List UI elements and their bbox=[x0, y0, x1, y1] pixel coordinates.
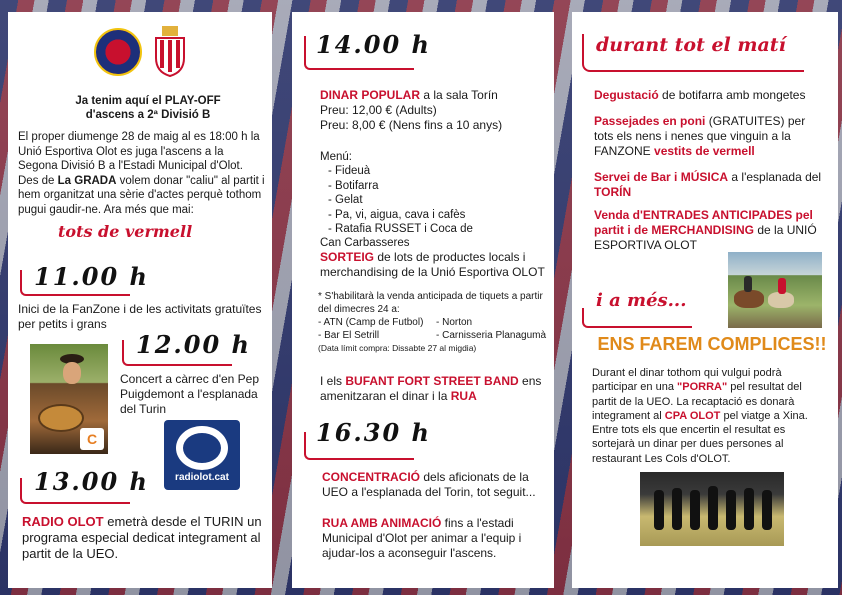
servei-bar-desc: a l'esplanada del bbox=[731, 170, 822, 184]
sporting-club-crest-icon bbox=[152, 24, 188, 78]
concert-text: Concert a càrrec d'en Pep Puigdemont a l'esplanada del Turin bbox=[120, 372, 260, 416]
skater-figure bbox=[672, 488, 682, 530]
concentracio-text bbox=[322, 470, 546, 500]
intro-text-part2: volem donar "caliu" al partit i hem organitzat una sèrie d'actes perquè tothom pugui gaudir-ne. Ara més que mai: bbox=[18, 174, 265, 216]
fanzone-text: Inici de la FanZone i de les activitats gratuïtes per petits i grans bbox=[18, 302, 262, 331]
child-figure bbox=[778, 278, 786, 294]
durant-tot-el-mati: durant tot el matí bbox=[596, 34, 786, 56]
ticket-point: - ATN (Camp de Futbol) bbox=[318, 317, 424, 328]
sponsor-logo-icon: C bbox=[80, 428, 104, 450]
panel-right bbox=[572, 12, 838, 588]
menu-item: Can Carbasseres bbox=[320, 237, 410, 250]
pony-photo bbox=[728, 252, 822, 328]
tickets-points bbox=[318, 316, 550, 342]
passejades-title: Passejades en poni bbox=[594, 114, 706, 128]
skaters-photo bbox=[640, 472, 784, 546]
tickets-right-col bbox=[436, 316, 546, 342]
porra-text bbox=[592, 366, 828, 466]
tots-de-vermell-script: tots de vermell bbox=[58, 222, 193, 241]
venda-text bbox=[594, 208, 826, 253]
intro-text-part1: El proper diumenge 28 de maig al es 18:00 h la Unió Esportiva Olot es juga l'ascens a la Segona Divisió B a l'Estadi Municipal d'Olot. Des de bbox=[18, 131, 260, 187]
venda-title: Venda d'ENTRADES ANTICIPADES pel partit i de MERCHANDISING bbox=[594, 208, 813, 237]
singer-face bbox=[63, 362, 81, 384]
skater-figure bbox=[762, 490, 772, 530]
ticket-point: - Carnisseria Planagumà bbox=[436, 330, 547, 341]
tickets-limit: (Data límit compra: Dissabte 27 al migdia) bbox=[318, 343, 477, 353]
band-text bbox=[320, 374, 546, 404]
singer-photo bbox=[30, 344, 108, 454]
menu-item: - Pa, vi, aigua, cava i cafès bbox=[328, 208, 466, 221]
preu-adults: Preu: 12,00 € (Adults) bbox=[320, 103, 437, 117]
skater-figure bbox=[726, 490, 736, 530]
rua-desc: fins a l'estadi Municipal d'Olot per animar a l'equip i ajudar-los a aconseguir l'ascens. bbox=[322, 516, 522, 560]
pony-icon bbox=[734, 290, 764, 308]
degustacio-desc: de botifarra amb mongetes bbox=[662, 88, 806, 102]
time-1400: 14.00 h bbox=[316, 30, 431, 59]
la-grada-label: La GRADA bbox=[57, 174, 117, 187]
venda-desc: de la UNIÓ ESPORTIVA OLOT bbox=[594, 223, 817, 252]
rua-title: RUA AMB ANIMACIÓ bbox=[322, 516, 442, 530]
rua-text bbox=[322, 516, 546, 561]
tickets-block bbox=[318, 290, 550, 355]
skater-figure bbox=[744, 488, 754, 530]
guitar-icon bbox=[38, 404, 84, 432]
sorteig-text bbox=[320, 250, 548, 280]
radio-olot-label: RADIO OLOT bbox=[22, 514, 104, 529]
menu-block bbox=[320, 150, 548, 251]
child-figure bbox=[744, 276, 752, 292]
time-1100: 11.00 h bbox=[34, 262, 149, 291]
dinar-title: DINAR POPULAR bbox=[320, 88, 421, 102]
play-off-heading: Ja tenim aquí el PLAY-OFF d'ascens a 2ª Divisió B bbox=[75, 95, 221, 121]
passejades-text bbox=[594, 114, 826, 159]
radio-olot-desc: emetrà desde el TURIN un programa especial dedicat integrament al partit de la UEO. bbox=[22, 514, 262, 561]
sorteig-desc: de lots de productes locals i merchandising de la Unió Esportiva OLOT bbox=[320, 250, 545, 279]
servei-bar-text bbox=[594, 170, 826, 200]
radio-olot-text bbox=[22, 514, 262, 562]
time-1300: 13.00 h bbox=[34, 467, 149, 496]
dinar-block bbox=[320, 88, 548, 133]
sorteig-title: SORTEIG bbox=[320, 250, 375, 264]
skater-figure bbox=[654, 490, 664, 530]
vestits-vermell: vestits de vermell bbox=[654, 144, 755, 158]
panel-middle bbox=[292, 12, 554, 588]
ticket-point: - Norton bbox=[436, 317, 473, 328]
skater-figure bbox=[708, 486, 718, 530]
menu-title: Menú: bbox=[320, 151, 352, 163]
menu-item: - Gelat bbox=[328, 194, 363, 207]
panel-left bbox=[8, 12, 272, 588]
servei-bar-title: Servei de Bar i MÚSICA bbox=[594, 170, 729, 184]
ticket-point: - Bar El Setrill bbox=[318, 330, 380, 341]
uniod-club-crest-icon bbox=[94, 28, 142, 76]
radio-logo-circle-icon bbox=[176, 426, 228, 470]
i-a-mes: i a més... bbox=[596, 290, 687, 311]
concentracio-desc: dels aficionats de la UEO a l'esplanada del Torin, tot seguit... bbox=[322, 470, 536, 499]
degustacio-text bbox=[594, 88, 826, 103]
time-1630: 16.30 h bbox=[316, 418, 431, 447]
preu-nens: Preu: 8,00 € (Nens fins a 10 anys) bbox=[320, 118, 503, 132]
dinar-line bbox=[320, 88, 548, 103]
band-rua: RUA bbox=[450, 389, 477, 403]
menu-item: - Botifarra bbox=[328, 179, 379, 192]
band-name: BUFANT FORT STREET BAND bbox=[345, 374, 519, 388]
intro-text bbox=[18, 130, 266, 218]
porra-part1: Durant el dinar tothom qui vulgui podrà participar en una bbox=[592, 367, 782, 394]
degustacio-title: Degustació bbox=[594, 88, 659, 102]
porra-part3: pel viatge a Xina. Entre tots els que encertin el resultat es sortejarà un dinar per dues persones al restaurant Les Cols d'OLOT. bbox=[592, 409, 808, 465]
concentracio-title: CONCENTRACIÓ bbox=[322, 470, 420, 484]
complices-heading: ENS FAREM COMPLICES!! bbox=[597, 334, 827, 354]
band-text-part1: I els bbox=[320, 374, 343, 388]
band-text-part2: ens amenitzaran el dinar i la bbox=[320, 374, 542, 403]
radio-olot-logo bbox=[164, 420, 240, 490]
dinar-place: a la sala Torín bbox=[423, 88, 498, 102]
menu-item: - Fideuà bbox=[328, 165, 371, 178]
menu-item: - Ratafia RUSSET i Coca de bbox=[328, 223, 473, 236]
pony-icon bbox=[768, 292, 794, 308]
radio-logo-text: radiolot.cat bbox=[175, 472, 229, 483]
tickets-note: * S'habilitarà la venda anticipada de tiquets a partir del dimecres 24 a: bbox=[318, 291, 543, 315]
tickets-left-col bbox=[318, 316, 436, 342]
porra-part2: pel resultat del partit de la UEO. La recaptació es donarà integrament al bbox=[592, 381, 802, 422]
time-1200: 12.00 h bbox=[136, 330, 251, 359]
passejades-desc: (GRATUITES) per tots els nens i nenes que vinguin a la FANZONE bbox=[594, 114, 806, 158]
torin-label: TORÍN bbox=[594, 185, 632, 199]
porra-name: "PORRA" bbox=[677, 381, 728, 394]
skater-figure bbox=[690, 490, 700, 530]
cpa-olot: CPA OLOT bbox=[664, 409, 721, 422]
i-a-mes-frame bbox=[582, 308, 692, 328]
